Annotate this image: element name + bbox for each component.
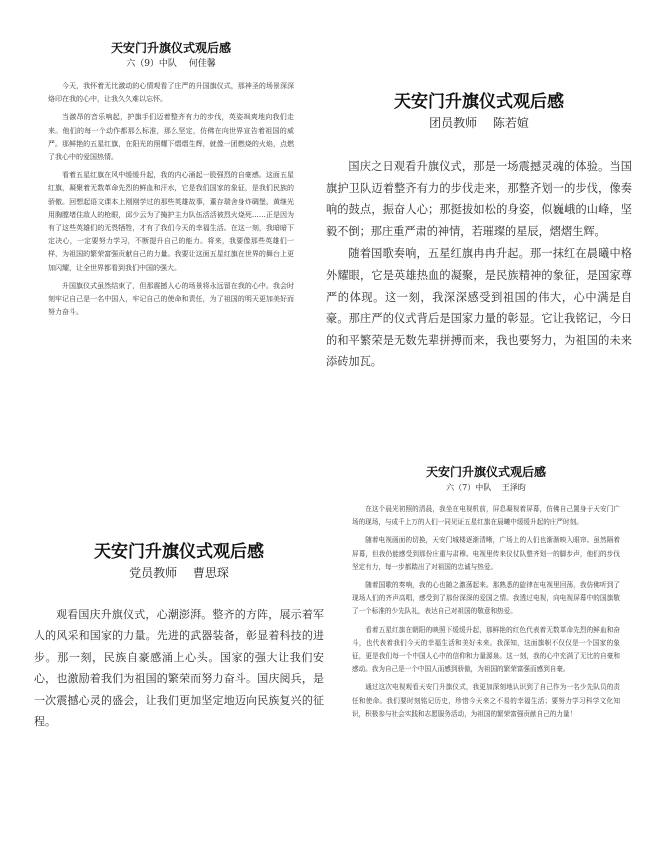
essay-paragraph: 升国旗仪式虽然结束了，但那震撼人心的场景将永远留在我的心中。我会时刻牢记自己是一名中国人，牢记自己的使命和责任，为了祖国的明天更加美好而努力奋斗。 (48, 281, 294, 317)
essay-paragraph: 当激昂的音乐响起，护旗手们迈着整齐有力的步伐，英姿飒爽地向我们走来。他们的每一个动作都那么标准，那么坚定，仿佛在向世界宣告着祖国的威严。那鲜艳的五星红旗，在阳光的照耀下熠熠生辉，就像一团燃烧的火焰，点燃了我心中的爱国热情。 (48, 113, 294, 162)
essay-paragraph: 今天，我怀着无比激动的心情观看了庄严的升国旗仪式，那神圣的场景深深烙印在我的心中，让我久久难以忘怀。 (48, 82, 294, 104)
essay-title: 天安门升旗仪式观后感 (394, 92, 564, 112)
essay-title: 天安门升旗仪式观后感 (110, 41, 231, 55)
essay-author: 六（9）中队 何佳馨 (126, 59, 216, 69)
essay-title: 天安门升旗仪式观后感 (425, 465, 546, 479)
essay-wang-zeyun (352, 464, 620, 726)
essay-paragraph: 在这个晨光初照的清晨，我坐在电视机前，屏息凝视着屏幕，仿佛自己置身于天安门广场的现场，与成千上万的人们一同见证五星红旗在晨曦中缓缓升起的庄严时刻。 (352, 505, 620, 527)
essay-paragraph: 随着国歌奏响，五星红旗冉冉升起。那一抹红在晨曦中格外耀眼，它是英雄热血的凝聚，是民族精神的象征，是国家尊严的体现。这一刻，我深深感受到祖国的伟大，心中满是自豪。那庄严的仪式背后是国家力量的彰显。它让我铭记，今日的和平繁荣是无数先辈拼搏而来，我也要努力，为祖国的未来添砖加瓦。 (326, 247, 632, 369)
essay-title: 天安门升旗仪式观后感 (94, 542, 264, 562)
essay-cao-sichen (34, 540, 324, 732)
essay-author: 党员教师 曹思琛 (129, 566, 229, 580)
essay-paragraph: 随着电视画面的切换，天安门城楼逐渐清晰，广场上的人们也渐渐映入眼帘。虽然隔着屏幕，但我仍能感受到那份庄重与肃穆。电视里传来仪仗队整齐划一的脚步声，他们的步伐坚定有力，每一步都踏出了对祖国的忠诚与热爱。 (352, 536, 620, 571)
essay-paragraph: 国庆之日观看升旗仪式，那是一场震撼灵魂的体验。当国旗护卫队迈着整齐有力的步伐走来，那整齐划一的步伐，像奏响的鼓点，振奋人心；那挺拔如松的身姿，似巍峨的山峰，坚毅不倒；那庄重严肃的神情，若璀璨的星辰，熠熠生辉。 (326, 160, 632, 238)
essay-paragraph: 观看国庆升旗仪式，心潮澎湃。整齐的方阵，展示着军人的风采和国家的力量。先进的武器装备，彰显着科技的进步。那一刻，民族自豪感涌上心头。国家的强大让我们安心，也激励着我们为祖国的繁荣而努力奋斗。国庆阅兵，是一次震撼心灵的盛会，让我们更加坚定地迈向民族复兴的征程。 (34, 608, 324, 729)
essay-author: 六（7）中队 王泽昀 (446, 483, 526, 492)
essay-paragraph: 看着五星红旗在风中缓缓升起，我的内心涌起一股强烈的自豪感。这面五星红旗，凝聚着无数革命先烈的鲜血和汗水，它是我们国家的象征，是我们民族的骄傲。回想起语文课本上刚刚学过的那些英雄故事，董存瑞舍身炸碉堡、黄继光用胸膛堵住敌人的枪眼，邱少云为了掩护主力队伍活活被烈火烧死……正是因为有了这些英雄们的无畏牺牲，才有了我们今天的幸福生活。在这一刻，我暗暗下定决心，一定要努力学习，不断提升自己的能力。将来，我要像那些英雄们一样，为祖国的繁荣富强贡献自己的力量。我要让这面五星红旗在世界的舞台上更加闪耀，让全世界都看到我们中国的强大。 (48, 171, 294, 272)
essay-paragraph: 看着五星红旗在朝阳的映照下缓缓升起，那鲜艳的红色代表着无数革命先烈的鲜血和奋斗，也代表着我们今天的幸福生活和美好未来。我深知，这面旗帜不仅仅是一个国家的象征，更是我们每一个中国人心中的信仰和力量源泉。这一刻，我的心中充满了无比的自豪和感动。我为自己是一个中国人而感到骄傲，为祖国的繁荣富强而感到自豪。 (352, 625, 620, 674)
essay-he-jiaxin (48, 40, 294, 324)
essay-chen-ruoxuan (326, 90, 632, 374)
essay-paragraph: 随着国歌的奏响，我的心也随之激荡起来。那熟悉的旋律在电视里回荡，我仿佛听到了现场人们的齐声高唱，感受到了那份深深的爱国之情。我透过电视，向电视屏幕中的国旗敬了一个标准的少先队礼，表达自己对祖国的敬意和热爱。 (352, 581, 620, 616)
essay-author: 团员教师 陈若媗 (429, 116, 529, 130)
essay-paragraph: 通过这次电视观看天安门升旗仪式，我更加深刻地认识到了自己作为一名少先队员的责任和使命。我们要时刻铭记历史，珍惜今天来之不易的幸福生活；要努力学习科学文化知识，积极参与社会实践和志愿服务活动，为祖国的繁荣富强贡献自己的力量！ (352, 683, 620, 718)
